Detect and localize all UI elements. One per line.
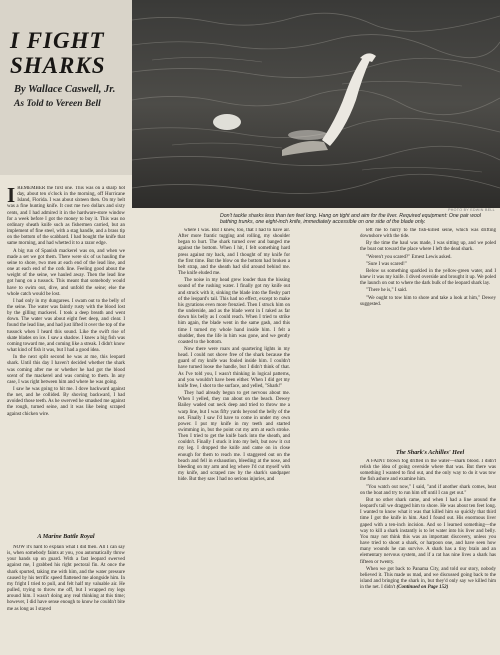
column-1-bottom — [7, 545, 125, 653]
paragraph: The noise in my head grew louder than the hissing sound of the rushing water. I finally got my knife out and struck with it, sinking the blade into the fleshy part of the leopard's tail. This had no effect, except to make his gyrations even more frenzied. Then I struck him on the underside, and as the blade went in I raked as far down his belly as I could reach. When I tried to strike him again, the blade went in the same gash, and this time I turned my whole hand inside him. I felt a shudder, then the life in him was gone, and we gently coasted to the bottom. — [178, 278, 290, 345]
column-1-top — [7, 186, 125, 530]
paragraph: "Sure I was scared!" — [366, 261, 407, 267]
paragraph: I saw he was going to hit me. I dove backward against the net, and he collided. By shoving backward, I had avoided those teeth. As he swerved he smashed me against the rough, turned seine, and it was like being scraped against chicken wire. — [7, 387, 125, 417]
title-block — [0, 0, 132, 175]
as-told-line: As Told to Vereen Bell — [14, 99, 101, 109]
article-title: I FIGHT SHARKS — [10, 28, 106, 78]
paragraph: Now there were roars and quartering lights in my head. I could not shove free of the shark because the guard of my knife was fouled inside him. I couldn't have turned loose the handle, but I didn't think of that. As I've told you, I wasn't thinking in logical patterns, and you wouldn't have been either. When I did get my knife free, I shot to the surface, and yelled, "Shark!" — [178, 346, 290, 389]
paragraph: But no other shark came, and when I had a line around the leopard's tail we dragged him to shore. He was about ten feet long. I wanted to know what it was that killed him so quickly that third time I got the knife in him. And I found out. His enormous liver gaped with a ten-inch incision. And so I learned something—the way to kill a shark instantly is to let water into his liver and belly. You may not think this was an important discovery, unless you have tried to shoot a shark, or harpoon one, and have seen how many wounds he can survive. A shark has a tiny brain and an elementary nervous system, and if a rat has nine lives a shark has fifteen or twenty. — [360, 497, 496, 565]
paragraph: They had already begun to get nervous about me. When I yelled, they ran about on the beach. Dewey Bailey waded out neck deep and tried to throw me a warp line, but I was fifty yards beyond the belly of the net. Finally I saw I'd have to come in under my own power. I put my knife in my teeth and started swimming in, but the point cut my arm at each stroke. Then I tried to get the knife back into the sheath, and couldn't. Finally I stuck it into my belt, but now it cut my leg. I dropped the knife and came on in close enough for them to reach me. I staggered out on the beach and fell in exhaustion, bleeding at the nose, and bleeding on my arm and leg where I'd cut myself with my knife, and scraped raw by the shark's sandpaper hide. But they saw I had no serious injuries, and — [178, 391, 290, 483]
subhead-achilles-heel: The Shark's Achilles' Heel — [395, 449, 465, 456]
column-3 — [360, 228, 496, 446]
ocean-photo-illustration — [132, 0, 500, 208]
continued-note: (Continued on Page 152) — [396, 585, 449, 591]
paragraph: I had only in my dungarees. I swam out to the belly of the seine. The water was faintly rusty with the blood lost by the gilling mackerel. I took a deep breath and went down. The water was about eight feet deep, and clear. I found the lead line, and had just lifted it over the top of the tussock when I heard this sound. Like the swift rise of skate blades on ice. I saw a shadow. I knew a big fish was coming toward me, and coming like a streak. I didn't know what kind of fish it was, but I had a good idea. — [7, 298, 125, 354]
caption-text: Don't tackle sharks less than ten feet long. Hang on tight and aim for the liver. Required equipment: One pair wool bathing trunks, one eight-inch knife, immediately accessible on one side of the blade only. — [220, 213, 481, 226]
author-line: By Wallace Caswell, Jr. — [14, 84, 116, 95]
paragraph: When we got back to Panama City, and told our story, nobody believed it. This made us mad, and we discussed going back to the island and bringing the shark in, but they'd only say we killed him in the net. I didn't (Continued on Page 152) — [360, 566, 496, 591]
swimmer-photo — [132, 0, 500, 208]
subhead-marine-battle: A Marine Battle Royal — [37, 533, 95, 540]
byline — [14, 82, 132, 112]
photo-credit: PHOTO BY EDWIN BELL — [448, 208, 495, 212]
paragraph: In the next split second he was at me, this leopard shark. Until this day I haven't decided whether the shark was coming after me or whether he had got the blood scent of the mackerel and was coming to them. In any case, I was right between him and where he was going. — [7, 355, 125, 385]
paragraph: "You watch out now," I said, "and if another shark comes, beat on the boat and try to run him off until I can get out." — [360, 484, 496, 496]
splash — [213, 114, 241, 130]
paragraph: "Weren't you scared?" Ernest Lewis asked. — [366, 254, 452, 260]
photo-caption — [220, 208, 495, 226]
paragraph: where I was. But I knew, too, that I had to have air. After more frantic tugging and rolling, my shoulder began to hurt. The shark turned over and banged me against the bottom. When I hit, I felt something hard press against my back, and I thought of my knife for the first time. But the blow on the bottom had broken a belt strap, and the sheath had slid around behind me. The knife eluded me. — [178, 228, 290, 277]
paragraph: "We ought to tow him to shore and take a look at him," Dewey suggested. — [360, 295, 496, 307]
column-2 — [178, 228, 290, 653]
column-3-bottom — [360, 459, 496, 653]
drop-cap: I — [7, 186, 16, 207]
paragraph: IREMEMBER the first one. This was on a sharp hot day, about ten o'clock in the morning, off Hurricane Island, Florida. I was about sixteen then. On my belt was a fine hunting knife. It cost me two dollars and sixty cents, and I had admired it in the hardware-store window for a week before I got the money to buy it. This was no ordinary sheath knife such as fishermen carried, but an implement of fine steel, with a stag handle, and a brass tip on the bottom of the scabbard. I had bought the knife that same morning, and had whetted it to a razor edge. — [7, 186, 125, 247]
paragraph: A big run of Spanish mackerel was on, and when we made a set we got them. There were six of us hauling the seine to shore, two men at each end of the lead line, and one at each end of the cork line. Feeling good about the weight of the seine, we hauled away. Then the lead line got hung on a tussock. This meant that somebody would have to swim out, dive, and unfold the seine; else the whole catch would be lost. — [7, 248, 125, 297]
paragraph: By the time the haul was made, I was sitting up, and we poled the boat out toward the place where I left the dead shark. — [360, 241, 496, 253]
paragraph: A FAINT brown fog drifted in the water—shark blood. I didn't relish the idea of going overside where that was. But there was something I wanted to find out, and the only way to do it was tow the fish ashore and examine him. — [360, 459, 496, 483]
paragraph: Below us something sparkled in the yellow-green water, and I knew it was my knife. I dived overside and brought it up. We poled the launch on out to where the dark bulk of the leopard shark lay. — [360, 268, 496, 287]
paragraph: "There he is," I said. — [366, 288, 408, 294]
paragraph: NOW it's hard to explain what I did then. All I can say is, when somebody faints at you, you automatically throw your hands up on guard. With a fast leopard swerved against me, I grabbed his right pectoral fin. At once the shark spurted, taking me with him, and the water pressure caused by his terrific speed flattened me alongside him. In my fright I tried to pull, and felt half my valuable air. He pulled, trying to throw me off, but I wrapped my legs around him. I wasn't doing any real thinking at this time; however, I did have sense enough to know he couldn't bite me as long as I stayed — [7, 545, 125, 612]
paragraph: left me to hurry to the fish-killed seine, which was drifting downshore with the tide. — [360, 228, 496, 240]
